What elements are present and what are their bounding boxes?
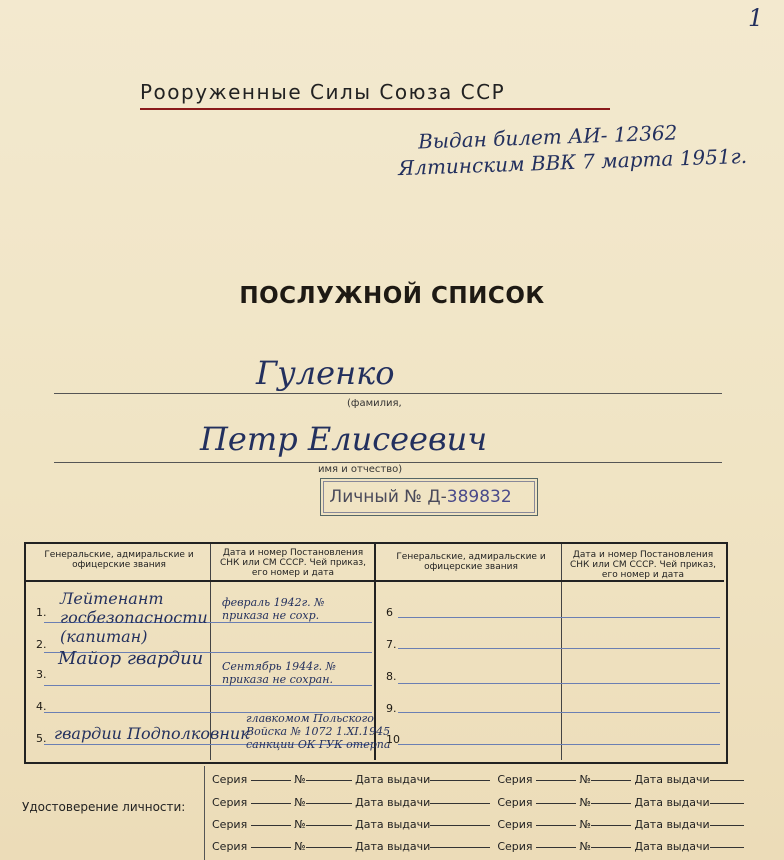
- organization-underline: [140, 108, 610, 110]
- row-number: 4.: [36, 700, 47, 713]
- series-label: Серия: [212, 818, 248, 831]
- series-label: Серия: [497, 818, 533, 831]
- series-label: Серия: [497, 796, 533, 809]
- row-line: [398, 744, 720, 745]
- col-header-rank-left: Генеральские, адмиральские и офицерские звания: [44, 550, 194, 570]
- date-label: Дата выдачи: [355, 818, 431, 831]
- series-label: Серия: [497, 773, 533, 786]
- row-number: 3.: [36, 668, 47, 681]
- issued-note-line2: Ялтинским ВВК 7 марта 1951г.: [397, 143, 748, 181]
- row-number: 10: [386, 733, 400, 746]
- rank-date-entry: февраль 1942г. № приказа не сохр.: [222, 596, 325, 622]
- col-header-date-right: Дата и номер Постановления СНК или СМ СССР. Чей приказ, его номер и дата: [570, 550, 716, 580]
- date-label: Дата выдачи: [355, 773, 431, 786]
- col-header-rank-right: Генеральские, адмиральские и офицерские звания: [396, 552, 546, 572]
- number-label: №: [579, 840, 591, 853]
- rank-date-entry: Сентябрь 1944г. № приказа не сохран.: [222, 660, 337, 686]
- date-label: Дата выдачи: [634, 818, 710, 831]
- row-line: [398, 683, 720, 684]
- surname-value: Гуленко: [256, 354, 395, 392]
- row-line: [398, 617, 720, 618]
- personal-file-stamp: [323, 481, 535, 513]
- rank-entry: Лейтенант госбезопасности (капитан): [60, 589, 208, 646]
- page-number: 1: [748, 4, 764, 32]
- surname-line: [54, 393, 722, 394]
- rank-entry: Майор гвардии: [58, 648, 204, 669]
- date-label: Дата выдачи: [634, 796, 710, 809]
- id-row: [212, 773, 724, 786]
- personal-file-label: Личный № Д-: [329, 487, 447, 507]
- organization-header: Рооруженные Силы Союза ССР: [140, 80, 506, 104]
- number-label: №: [579, 818, 591, 831]
- series-label: Серия: [497, 840, 533, 853]
- date-label: Дата выдачи: [634, 773, 710, 786]
- id-row: [212, 840, 724, 853]
- id-section-label: Удостоверение личности:: [22, 800, 186, 814]
- issued-note-line1: Выдан билет АИ- 12362: [417, 120, 678, 154]
- rank-entry: гвардии Подполковник: [54, 724, 250, 743]
- surname-caption: (фамилия,: [347, 398, 402, 409]
- number-label: №: [579, 773, 591, 786]
- id-row: [212, 818, 724, 831]
- series-label: Серия: [212, 840, 248, 853]
- number-label: №: [294, 840, 306, 853]
- table-divider-3: [561, 544, 562, 760]
- date-label: Дата выдачи: [355, 840, 431, 853]
- given-names-line: [54, 462, 722, 463]
- number-label: №: [294, 818, 306, 831]
- row-line: [398, 712, 720, 713]
- table-header-line: [26, 580, 724, 582]
- row-number: 2.: [36, 638, 47, 651]
- row-number: 9.: [386, 702, 397, 715]
- document-title: ПОСЛУЖНОЙ СПИСОК: [239, 283, 545, 309]
- id-row: [212, 796, 724, 809]
- col-header-date-left: Дата и номер Постановления СНК или СМ СССР. Чей приказ, его номер и дата: [220, 548, 366, 578]
- rank-date-entry: главкомом Польского Войска № 1072 1.XI.1945 санкции ОК ГУК отерпа: [246, 712, 391, 751]
- number-label: №: [294, 796, 306, 809]
- series-label: Серия: [212, 773, 248, 786]
- date-label: Дата выдачи: [355, 796, 431, 809]
- number-label: №: [579, 796, 591, 809]
- personal-file-number: 389832: [446, 487, 512, 507]
- number-label: №: [294, 773, 306, 786]
- row-number: 1.: [36, 606, 47, 619]
- id-section-bracket: [204, 766, 205, 860]
- row-number: 6: [386, 606, 393, 619]
- row-number: 5.: [36, 732, 47, 745]
- row-number: 8.: [386, 670, 397, 683]
- date-label: Дата выдачи: [634, 840, 710, 853]
- given-names-value: Петр Елисеевич: [200, 420, 488, 458]
- given-names-caption: имя и отчество): [318, 464, 403, 475]
- series-label: Серия: [212, 796, 248, 809]
- row-number: 7.: [386, 638, 397, 651]
- row-line: [398, 648, 720, 649]
